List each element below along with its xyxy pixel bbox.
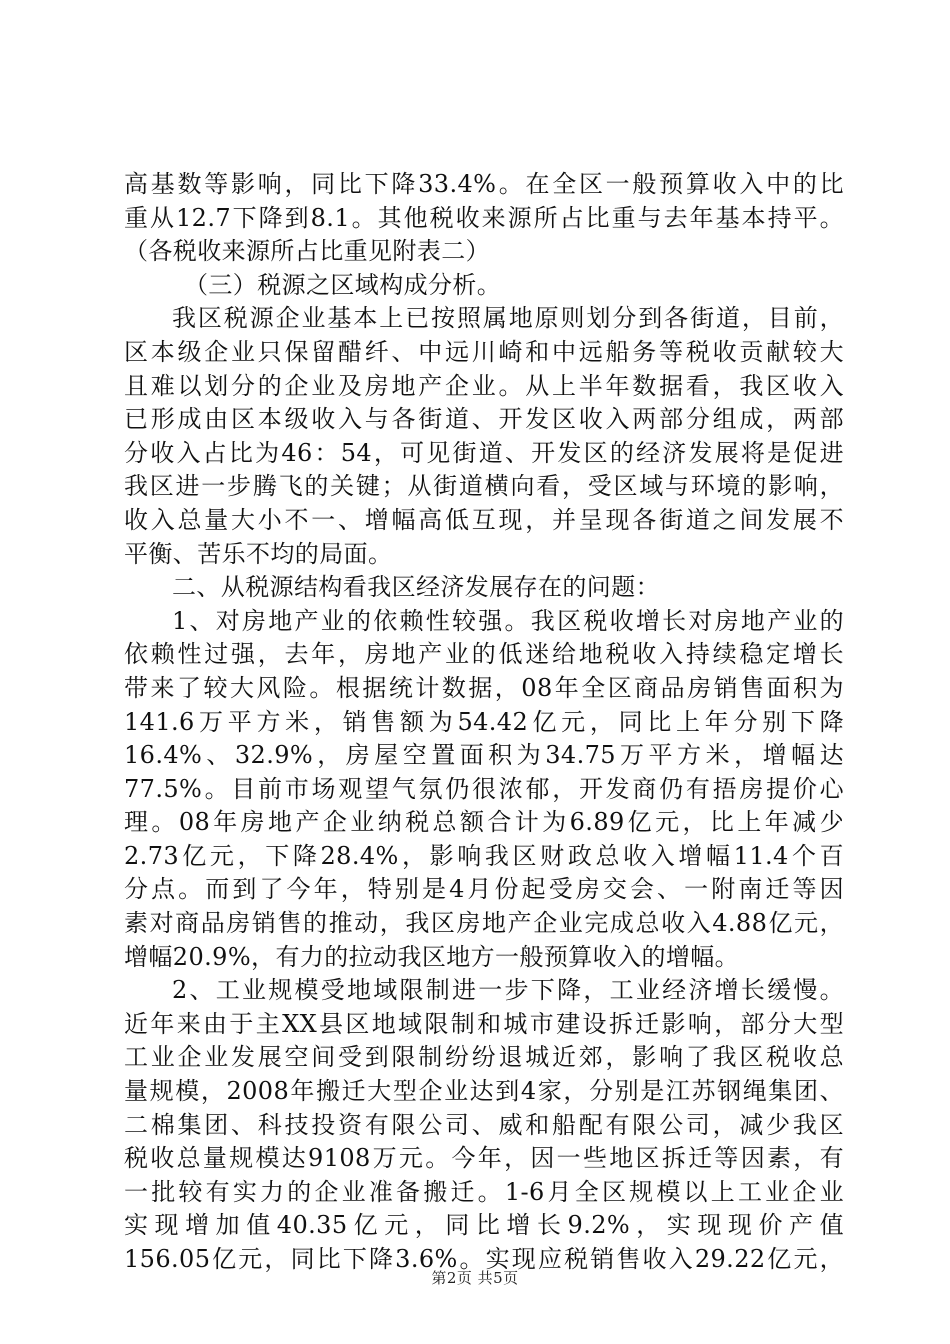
text-line: 我区进一步腾飞的关键；从街道横向看，受区域与环境的影响， xyxy=(124,472,844,501)
text-line: 一批较有实力的企业准备搬迁。1-6月全区规模以上工业企业 xyxy=(124,1177,844,1206)
text-line: 二棉集团、科技投资有限公司、威和船配有限公司，减少我区 xyxy=(124,1110,844,1139)
text-line: 1、对房地产业的依赖性较强。我区税收增长对房地产业的 xyxy=(172,606,844,635)
text-line: 141.6万平方米，销售额为54.42亿元，同比上年分别下降 xyxy=(124,707,844,736)
text-line: 工业企业发展空间受到限制纷纷退城近郊，影响了我区税收总 xyxy=(124,1043,844,1072)
text-line: 已形成由区本级收入与各街道、开发区收入两部分组成，两部 xyxy=(124,405,844,434)
text-line: 收入总量大小不一、增幅高低互现，并呈现各街道之间发展不 xyxy=(124,505,844,534)
text-line: 且难以划分的企业及房地产企业。从上半年数据看，我区收入 xyxy=(124,371,844,400)
text-line: 税收总量规模达9108万元。今年，因一些地区拆迁等因素，有 xyxy=(124,1144,844,1173)
text-line: 重从12.7下降到8.1。其他税收来源所占比重与去年基本持平。 xyxy=(124,203,844,232)
text-line: 分点。而到了今年，特别是4月份起受房交会、一附南迁等因 xyxy=(124,875,844,904)
text-line: 分收入占比为46：54，可见街道、开发区的经济发展将是促进 xyxy=(124,438,844,467)
text-line: 区本级企业只保留醋纤、中远川崎和中远船务等税收贡献较大 xyxy=(124,337,844,366)
document-body xyxy=(124,168,844,1277)
section-heading: （三）税源之区域构成分析。 xyxy=(184,270,502,299)
text-line: 156.05亿元，同比下降3.6%。实现应税销售收入29.22亿元， xyxy=(124,1245,844,1273)
text-line: 我区税源企业基本上已按照属地原则划分到各街道，目前， xyxy=(172,304,844,333)
section-heading: 二、从税源结构看我区经济发展存在的问题： xyxy=(172,573,660,602)
text-line: 近年来由于主XX县区地域限制和城市建设拆迁影响，部分大型 xyxy=(124,1009,844,1038)
text-line: 平衡、苦乐不均的局面。 xyxy=(124,539,393,568)
text-line: 2、工业规模受地域限制进一步下降，工业经济增长缓慢。 xyxy=(172,976,844,1005)
text-line: 实现增加值40.35亿元，同比增长9.2%，实现现价产值 xyxy=(124,1211,844,1240)
text-line: 16.4%、32.9%，房屋空置面积为34.75万平方米，增幅达 xyxy=(124,741,844,770)
text-line: 理。08年房地产企业纳税总额合计为6.89亿元，比上年减少 xyxy=(124,808,844,837)
text-line: 素对商品房销售的推动，我区房地产企业完成总收入4.88亿元， xyxy=(124,909,844,938)
text-line: 依赖性过强，去年，房地产业的低迷给地税收入持续稳定增长 xyxy=(124,640,844,669)
text-line: 2.73亿元，下降28.4%，影响我区财政总收入增幅11.4个百 xyxy=(124,841,844,870)
text-line: 带来了较大风险。根据统计数据，08年全区商品房销售面积为 xyxy=(124,673,844,702)
text-line: 77.5%。目前市场观望气氛仍很浓郁，开发商仍有捂房提价心 xyxy=(124,774,844,803)
text-line: 增幅20.9%，有力的拉动我区地方一般预算收入的增幅。 xyxy=(124,942,740,971)
text-line: 量规模，2008年搬迁大型企业达到4家，分别是江苏钢绳集团、 xyxy=(124,1077,844,1106)
text-line: （各税收来源所占比重见附表二） xyxy=(124,237,490,266)
text-line: 高基数等影响，同比下降33.4%。在全区一般预算收入中的比 xyxy=(124,170,844,198)
page-footer: 第2页 共5页 xyxy=(431,1269,519,1287)
